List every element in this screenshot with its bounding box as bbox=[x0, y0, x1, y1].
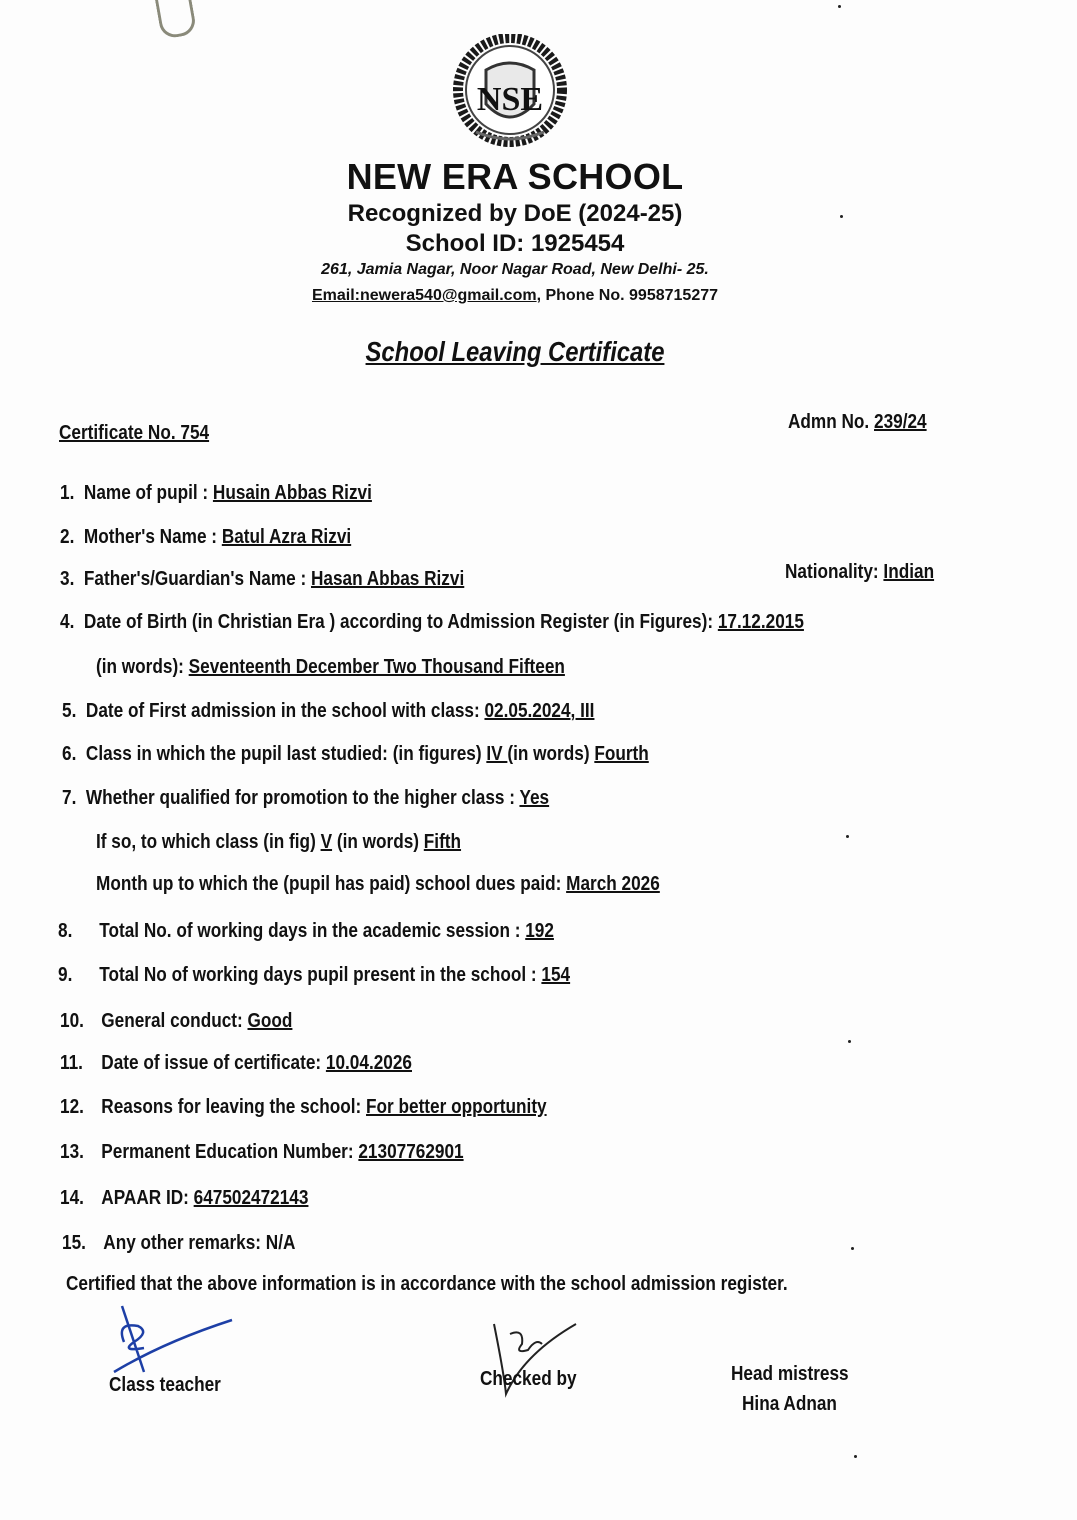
admission-number bbox=[788, 411, 927, 434]
paper-clip-mark bbox=[155, 0, 198, 40]
dob-value: 17.12.2015 bbox=[717, 611, 804, 633]
nationality-value: Indian bbox=[883, 561, 935, 583]
conduct-value: Good bbox=[247, 1010, 293, 1032]
school-address: 261, Jamia Nagar, Noor Nagar Road, New Delhi- 25. bbox=[321, 261, 709, 278]
leaving-reason-value: For better opportunity bbox=[366, 1096, 547, 1118]
school-email: Email:newera540@gmail.com bbox=[311, 287, 537, 304]
scan-speck bbox=[846, 835, 849, 838]
dob-words-value: Seventeenth December Two Thousand Fifteen bbox=[188, 656, 565, 678]
remarks-text: Any other remarks: N/A bbox=[103, 1232, 296, 1254]
school-id: School ID: 1925454 bbox=[405, 230, 625, 257]
scan-speck bbox=[854, 1455, 857, 1458]
admission-value: 239/24 bbox=[874, 411, 927, 433]
field-issue-date: 11. Date of issue of certificate: 10.04.2026 bbox=[60, 1052, 412, 1074]
pen-value: 21307762901 bbox=[358, 1141, 464, 1163]
field-dues-paid: Month up to which the (pupil has paid) school dues paid: March 2026 bbox=[96, 873, 660, 895]
admission-label: Admn No. bbox=[788, 411, 874, 433]
issue-date-value: 10.04.2026 bbox=[325, 1052, 412, 1074]
field-mother-name: 2. Mother's Name : Batul Azra Rizvi bbox=[60, 526, 352, 548]
scan-speck bbox=[851, 1247, 854, 1250]
field-dob-words: (in words): Seventeenth December Two Thousand Fifteen bbox=[96, 656, 565, 678]
scan-speck bbox=[840, 215, 843, 218]
field-first-admission: 5. Date of First admission in the school with class: 02.05.2024, III bbox=[62, 700, 595, 722]
field-conduct: 10. General conduct: Good bbox=[60, 1010, 293, 1032]
working-days-value: 192 bbox=[525, 920, 554, 942]
father-name-value: Hasan Abbas Rizvi bbox=[310, 568, 465, 590]
field-days-present: 9. Total No of working days pupil present in the school : 154 bbox=[58, 964, 571, 986]
school-name: NEW ERA SCHOOL bbox=[346, 156, 684, 197]
last-class-words-value: Fourth bbox=[594, 743, 649, 765]
scan-speck bbox=[838, 5, 841, 8]
promoted-class-fig-value: V bbox=[320, 831, 333, 853]
field-leaving-reason: 12. Reasons for leaving the school: For better opportunity bbox=[60, 1096, 547, 1118]
field-promotion: 7. Whether qualified for promotion to the higher class : Yes bbox=[62, 787, 550, 809]
field-apaar-id: 14. APAAR ID: 647502472143 bbox=[60, 1187, 309, 1209]
head-mistress-name: Hina Adnan bbox=[742, 1393, 837, 1415]
class-teacher-label: Class teacher bbox=[109, 1374, 221, 1396]
class-teacher-signature-icon bbox=[104, 1302, 244, 1382]
field-dob: 4. Date of Birth (in Christian Era ) according to Admission Register (in Figures): 17.12.2015 bbox=[60, 611, 804, 633]
school-phone: , Phone No. 9958715277 bbox=[536, 287, 719, 304]
dues-paid-value: March 2026 bbox=[566, 873, 660, 895]
checked-by-label: Checked by bbox=[480, 1368, 577, 1390]
promotion-value: Yes bbox=[519, 787, 550, 809]
field-father-name: 3. Father's/Guardian's Name : Hasan Abbas Rizvi bbox=[60, 568, 465, 590]
certificate-number: Certificate No. 754 bbox=[59, 422, 210, 444]
field-working-days: 8. Total No. of working days in the academic session : 192 bbox=[58, 920, 554, 942]
field-nationality: Nationality: Indian bbox=[785, 561, 935, 583]
school-logo-icon bbox=[446, 34, 574, 150]
head-mistress-title: Head mistress bbox=[731, 1363, 849, 1385]
certification-statement: Certified that the above information is in accordance with the school admission register. bbox=[66, 1273, 788, 1295]
promoted-class-words-value: Fifth bbox=[423, 831, 462, 853]
field-promoted-class: If so, to which class (in fig) V (in words) Fifth bbox=[96, 831, 462, 853]
field-pen: 13. Permanent Education Number: 21307762901 bbox=[60, 1141, 464, 1163]
field-pupil-name: 1. Name of pupil : Husain Abbas Rizvi bbox=[60, 482, 372, 504]
contact-line bbox=[0, 287, 1030, 305]
days-present-value: 154 bbox=[541, 964, 571, 986]
pupil-name-value: Husain Abbas Rizvi bbox=[212, 482, 372, 504]
svg-text:NSE: NSE bbox=[476, 81, 544, 118]
scan-speck bbox=[848, 1040, 851, 1043]
document-title: School Leaving Certificate bbox=[365, 336, 665, 367]
field-last-class: 6. Class in which the pupil last studied: (in figures) IV (in words) Fourth bbox=[62, 743, 649, 765]
first-admission-value: 02.05.2024, III bbox=[484, 700, 595, 722]
mother-name-value: Batul Azra Rizvi bbox=[221, 526, 352, 548]
field-remarks: 15. Any other remarks: N/A bbox=[62, 1232, 296, 1254]
apaar-id-value: 647502472143 bbox=[193, 1187, 309, 1209]
recognition-line: Recognized by DoE (2024-25) bbox=[347, 200, 683, 227]
last-class-fig-value: IV bbox=[486, 743, 508, 765]
